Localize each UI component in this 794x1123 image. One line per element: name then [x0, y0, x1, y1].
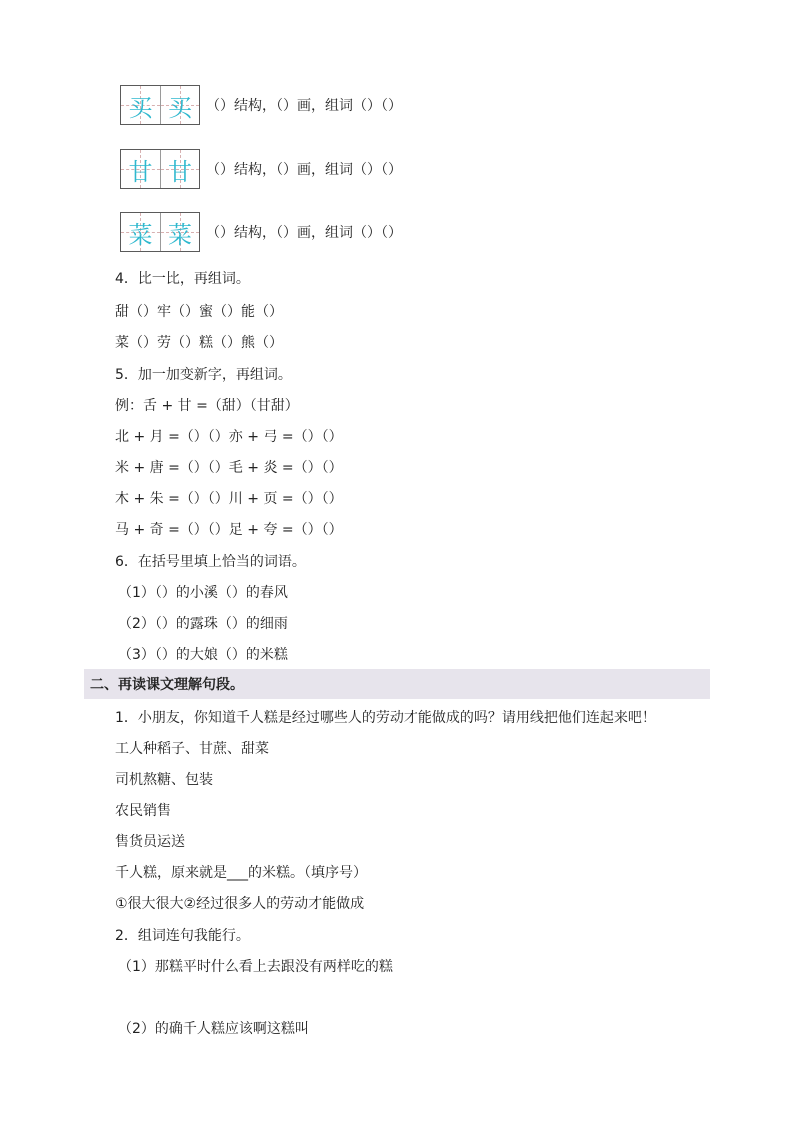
char-cell: 菜	[121, 213, 160, 251]
question-heading-5: 5．加一加变新字，再组词。	[115, 367, 292, 383]
char-cell: 买	[160, 86, 199, 124]
word-group-line: （2）的确千人糕应该啊这糕叫	[118, 1021, 309, 1037]
exercise-line: 北 + 月 =（）（）亦 + 弓 =（）（）	[115, 429, 343, 445]
exercise-line: （2）（）的露珠（）的细雨	[118, 616, 288, 632]
char-cell: 甘	[160, 150, 199, 188]
tianzige-box	[120, 85, 200, 125]
options-line: ①很大很大②经过很多人的劳动才能做成	[115, 896, 365, 912]
match-item: 司机熬糖、包装	[115, 772, 213, 788]
fill-blank-line: 千人糕，原来就是___的米糕。（填序号）	[115, 865, 367, 881]
char-row-2	[120, 148, 402, 190]
word-group-line: （1）那糕平时什么看上去跟没有两样吃的糕	[118, 959, 393, 975]
match-item: 农民销售	[115, 803, 171, 819]
section-title: 二、再读课文理解句段。	[90, 677, 244, 693]
exercise-line: 木 + 朱 =（）（）川 + 页 =（）（）	[115, 491, 343, 507]
char-question: （）结构，（）画，组词（）（）	[206, 162, 402, 178]
question-heading-6: 6．在括号里填上恰当的词语。	[115, 554, 306, 570]
exercise-line: 米 + 唐 =（）（）毛 + 炎 =（）（）	[115, 460, 343, 476]
char-question: （）结构，（）画，组词（）（）	[206, 98, 402, 114]
char-row-3	[120, 211, 402, 253]
example-line: 例：舌 + 甘 =（甜）（甘甜）	[115, 398, 299, 414]
exercise-line: （1）（）的小溪（）的春风	[118, 585, 288, 601]
question-heading-2: 2．组词连句我能行。	[115, 928, 250, 944]
exercise-line: 马 + 奇 =（）（）足 + 夸 =（）（）	[115, 522, 343, 538]
exercise-line: 甜（）牢（）蜜（）能（）	[115, 304, 283, 320]
char-cell: 买	[121, 86, 160, 124]
section-header	[84, 669, 710, 699]
tianzige-box	[120, 149, 200, 189]
match-item: 工人种稻子、甘蔗、甜菜	[115, 741, 269, 757]
question-heading-4: 4．比一比，再组词。	[115, 271, 250, 287]
char-cell: 甘	[121, 150, 160, 188]
char-question: （）结构，（）画，组词（）（）	[206, 225, 402, 241]
question-heading-1: 1．小朋友，你知道千人糕是经过哪些人的劳动才能做成的吗？请用线把他们连起来吧！	[115, 710, 656, 726]
tianzige-box	[120, 212, 200, 252]
match-item: 售货员运送	[115, 834, 185, 850]
exercise-line: （3）（）的大娘（）的米糕	[118, 647, 288, 663]
exercise-line: 菜（）劳（）糕（）熊（）	[115, 335, 283, 351]
char-row-1	[120, 84, 402, 126]
char-cell: 菜	[160, 213, 199, 251]
